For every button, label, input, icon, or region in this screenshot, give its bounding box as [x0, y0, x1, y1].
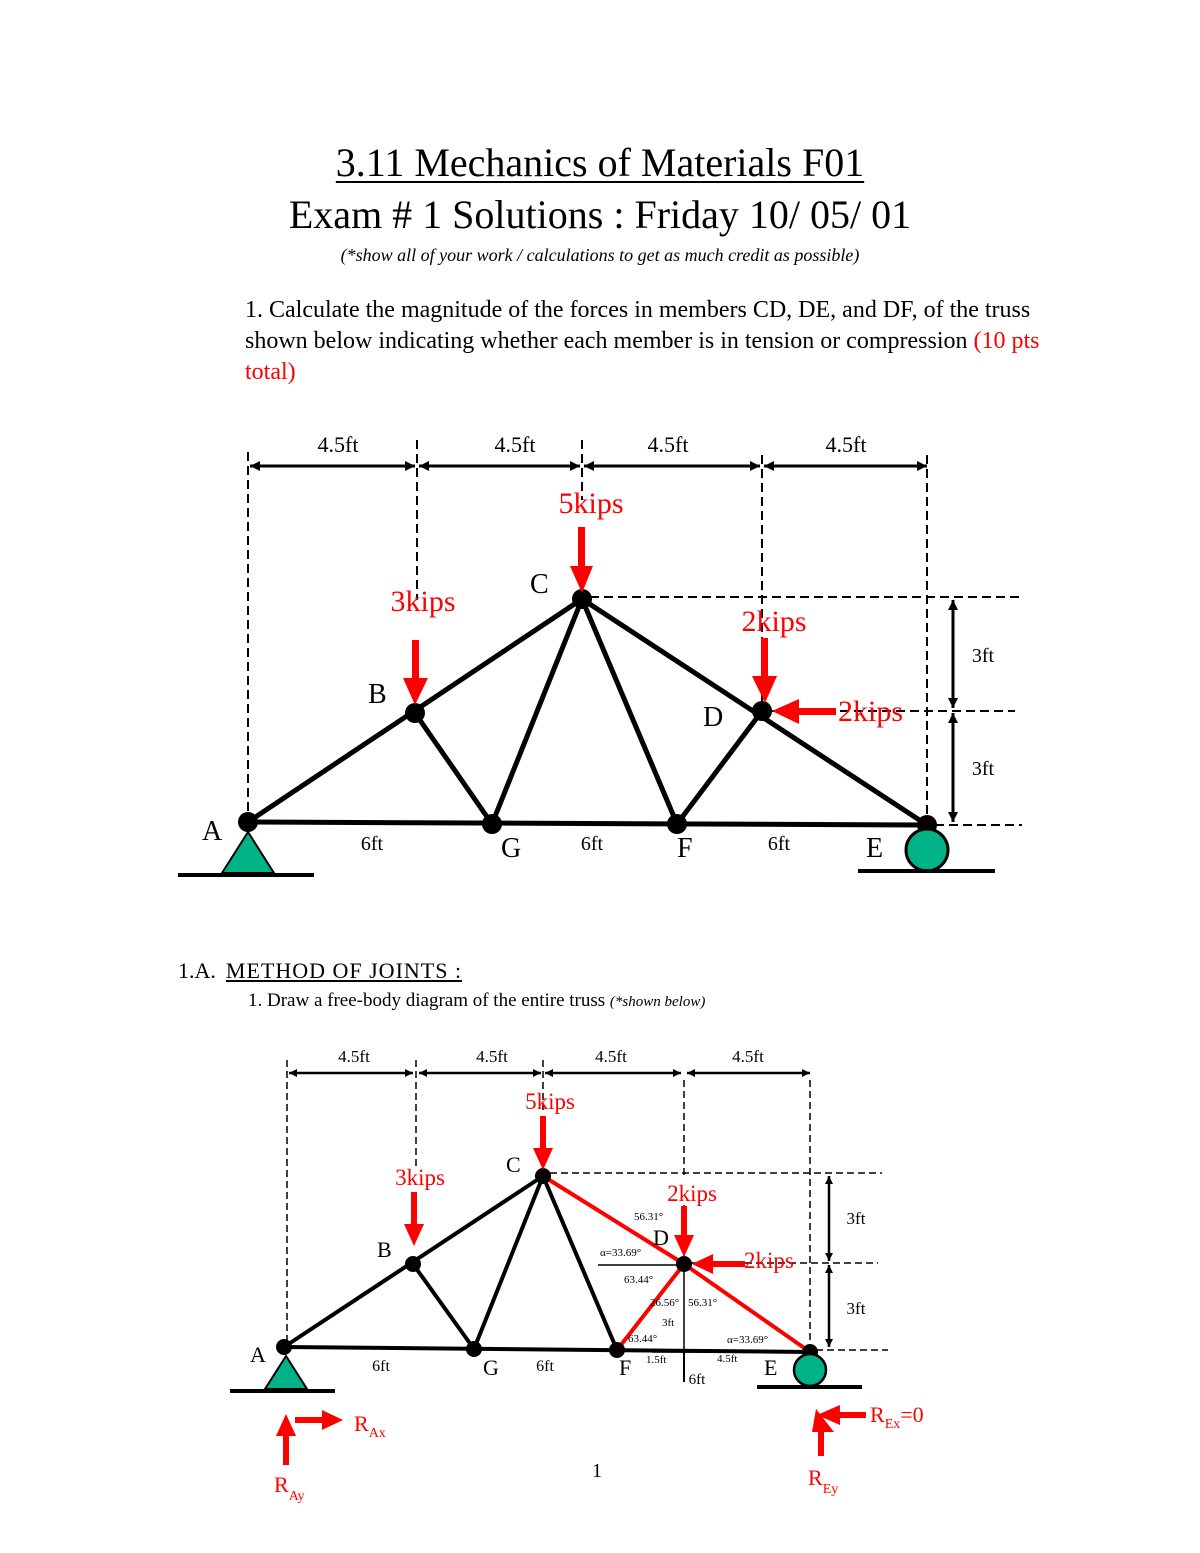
dim2-height-2: 3ft [846, 1299, 866, 1318]
angle-alpha-e: α=33.69° [727, 1334, 769, 1346]
angle-cd: 56.31° [634, 1211, 664, 1223]
dim2-small-h-e: 4.5ft [717, 1353, 738, 1365]
section-title: METHOD OF JOINTS : [225, 958, 463, 983]
dim2-bottom-1: 6ft [372, 1358, 390, 1375]
section-number: 1.A. [178, 958, 216, 983]
dim-height-2: 3ft [971, 758, 995, 780]
dim2-six: 6ft [688, 1372, 706, 1388]
dim-bottom-1: 6ft [360, 833, 384, 855]
angle-alpha-d: α=33.69° [600, 1247, 642, 1259]
load2-d-vertical: 2kips [667, 1181, 717, 1206]
angle-f: 63.44° [628, 1333, 658, 1345]
dim2-height-1: 3ft [846, 1209, 866, 1228]
pin-support-2-icon [265, 1356, 307, 1389]
page-number: 1 [592, 1460, 602, 1482]
page-subtitle: Exam # 1 Solutions : Friday 10/ 05/ 01 [288, 192, 912, 237]
node-g: G [501, 833, 522, 864]
dim2-small-h-f: 1.5ft [646, 1354, 667, 1366]
load2-d-horizontal: 2kips [744, 1248, 794, 1273]
dim2-span-1: 4.5ft [338, 1047, 370, 1066]
question-1-text: 1. Calculate the magnitude of the forces in members CD, DE, and DF, of the truss shown below indicating whether each member is in tension or compression [245, 297, 1031, 354]
step-1-note: (*shown below) [609, 994, 706, 1010]
dim-height-1: 3ft [971, 645, 995, 667]
reaction-ex-value: =0 [900, 1402, 924, 1427]
dim2-span-4: 4.5ft [732, 1047, 764, 1066]
reaction-ax [354, 1411, 386, 1441]
dim2-bottom-2: 6ft [536, 1358, 554, 1375]
step-1-text: 1. Draw a free-body diagram of the entire truss [248, 990, 606, 1011]
reaction-ax-main: R [354, 1411, 369, 1436]
question-1-points: (10 pts total) [245, 328, 1040, 385]
node2-e: E [764, 1355, 778, 1380]
dim-bottom-3: 6ft [767, 833, 791, 855]
reaction-ay [274, 1472, 305, 1504]
load-c: 5kips [558, 487, 624, 520]
dim-span-4: 4.5ft [825, 432, 867, 457]
section-heading [178, 958, 462, 984]
node-e: E [866, 833, 884, 864]
truss-diagram-2 [230, 1047, 924, 1504]
dim2-span-2: 4.5ft [476, 1047, 508, 1066]
reaction-ay-sub: Ay [288, 1489, 305, 1504]
instruction-note: (*show all of your work / calculations to get as much credit as possible) [340, 245, 860, 265]
roller-support-icon [906, 829, 948, 871]
reaction-ey-main: R [808, 1465, 823, 1490]
reaction-ey [808, 1465, 838, 1497]
node2-b: B [377, 1237, 392, 1262]
dim2-small-v: 3ft [662, 1317, 675, 1329]
angle-d-right: 56.31° [688, 1297, 718, 1309]
pin-support-icon [222, 832, 274, 873]
node2-f: F [619, 1355, 632, 1380]
dim2-span-3: 4.5ft [595, 1047, 627, 1066]
step-1 [248, 990, 705, 1012]
node2-d: D [653, 1225, 669, 1250]
reaction-ax-sub: Ax [368, 1426, 386, 1441]
reaction-ay-main: R [274, 1472, 289, 1497]
dim-span-1: 4.5ft [317, 432, 359, 457]
load-b: 3kips [390, 585, 456, 618]
truss-diagram-1 [178, 432, 1022, 875]
page-title-text: 3.11 Mechanics of Materials F01 [335, 140, 865, 185]
node2-g: G [483, 1355, 499, 1380]
reaction-ex-sub: Ex [884, 1417, 901, 1432]
angle-df-top: 63.44° [624, 1274, 654, 1286]
node-f: F [677, 833, 693, 864]
load2-b: 3kips [395, 1165, 445, 1190]
load2-c: 5kips [525, 1089, 575, 1114]
node-b: B [368, 679, 387, 710]
reaction-ey-sub: Ey [822, 1482, 839, 1497]
dim-span-3: 4.5ft [647, 432, 689, 457]
node-a: A [202, 816, 223, 847]
node-d: D [703, 702, 724, 733]
roller-support-2-icon [794, 1354, 826, 1386]
dim-bottom-2: 6ft [580, 833, 604, 855]
reaction-ex [870, 1402, 924, 1432]
load-d-vertical: 2kips [741, 605, 807, 638]
angle-d-left: 26.56° [650, 1297, 680, 1309]
node2-a: A [250, 1342, 266, 1367]
node-c: C [530, 569, 549, 600]
node2-c: C [506, 1152, 521, 1177]
load-d-horizontal: 2kips [838, 695, 904, 728]
reaction-ex-main: R [870, 1402, 885, 1427]
dim-span-2: 4.5ft [494, 432, 536, 457]
